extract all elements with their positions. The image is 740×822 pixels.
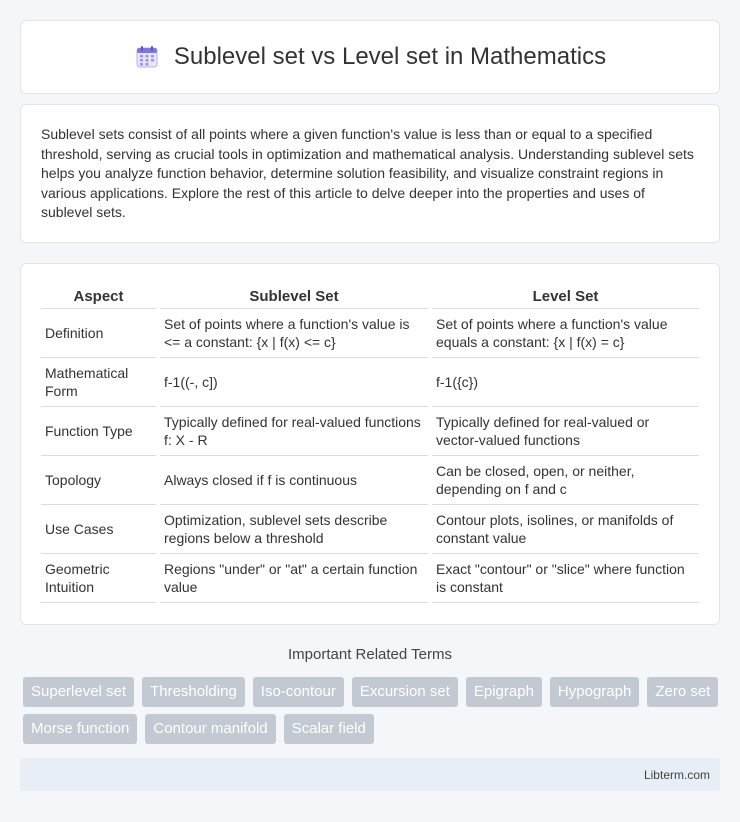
tag-hypograph[interactable]: Hypograph [550, 677, 639, 707]
column-header-aspect: Aspect [41, 284, 156, 309]
comparison-table [37, 284, 703, 603]
table-cell-aspect: Function Type [41, 407, 156, 456]
page-title: Sublevel set vs Level set in Mathematics [173, 43, 607, 70]
table-header-row [41, 284, 699, 309]
table-cell-aspect: Mathematical Form [41, 358, 156, 407]
title-wrap [134, 43, 606, 71]
tag-morse-function[interactable]: Morse function [23, 714, 137, 744]
table-cell-aspect: Definition [41, 309, 156, 358]
tag-scalar-field[interactable]: Scalar field [284, 714, 374, 744]
comparison-table-card [20, 263, 720, 625]
table-cell-aspect: Topology [41, 456, 156, 505]
table-cell-level: Typically defined for real-valued or vector-valued functions [432, 407, 699, 456]
table-cell-aspect: Use Cases [41, 505, 156, 554]
column-header-sublevel: Sublevel Set [160, 284, 428, 309]
table-cell-level: Set of points where a function's value equals a constant: {x | f(x) = c} [432, 309, 699, 358]
table-cell-aspect: Geometric Intuition [41, 554, 156, 603]
table-row [41, 554, 699, 603]
footer-site-link[interactable]: Libterm.com [643, 768, 710, 782]
table-row [41, 456, 699, 505]
tag-epigraph[interactable]: Epigraph [466, 677, 542, 707]
table-cell-level: Exact "contour" or "slice" where function is constant [432, 554, 699, 603]
related-terms-tags [23, 677, 723, 744]
table-row [41, 358, 699, 407]
table-cell-level: f-1({c}) [432, 358, 699, 407]
tag-contour-manifold[interactable]: Contour manifold [145, 714, 275, 744]
column-header-level: Level Set [432, 284, 699, 309]
intro-card [20, 104, 720, 243]
footer [20, 758, 720, 791]
table-row [41, 505, 699, 554]
table-cell-sublevel: Always closed if f is continuous [160, 456, 428, 505]
table-cell-sublevel: Typically defined for real-valued functions f: X - R [160, 407, 428, 456]
tag-excursion-set[interactable]: Excursion set [352, 677, 458, 707]
tag-superlevel-set[interactable]: Superlevel set [23, 677, 134, 707]
table-cell-sublevel: Regions "under" or "at" a certain function value [160, 554, 428, 603]
tag-zero-set[interactable]: Zero set [647, 677, 718, 707]
table-row [41, 407, 699, 456]
table-cell-sublevel: Set of points where a function's value is <= a constant: {x | f(x) <= c} [160, 309, 428, 358]
table-cell-sublevel: Optimization, sublevel sets describe regions below a threshold [160, 505, 428, 554]
tag-thresholding[interactable]: Thresholding [142, 677, 245, 707]
table-cell-level: Contour plots, isolines, or manifolds of constant value [432, 505, 699, 554]
tag-iso-contour[interactable]: Iso-contour [253, 677, 344, 707]
table-row [41, 309, 699, 358]
table-cell-level: Can be closed, open, or neither, depending on f and c [432, 456, 699, 505]
related-terms-title: Important Related Terms [288, 646, 452, 663]
table-cell-sublevel: f-1((-, c]) [160, 358, 428, 407]
intro-paragraph: Sublevel sets consist of all points where a given function's value is less than or equal to a specified threshold, serving as crucial tools in optimization and mathematical analysis. Understanding sublevel sets helps you analyze function behavior, determine solution feasibility, and visualize constraint regions in various applications. Explore the rest of this article to delve deeper into the properties and uses of sublevel sets. [41, 126, 694, 221]
header-card [20, 20, 720, 94]
calendar-icon [134, 44, 160, 70]
